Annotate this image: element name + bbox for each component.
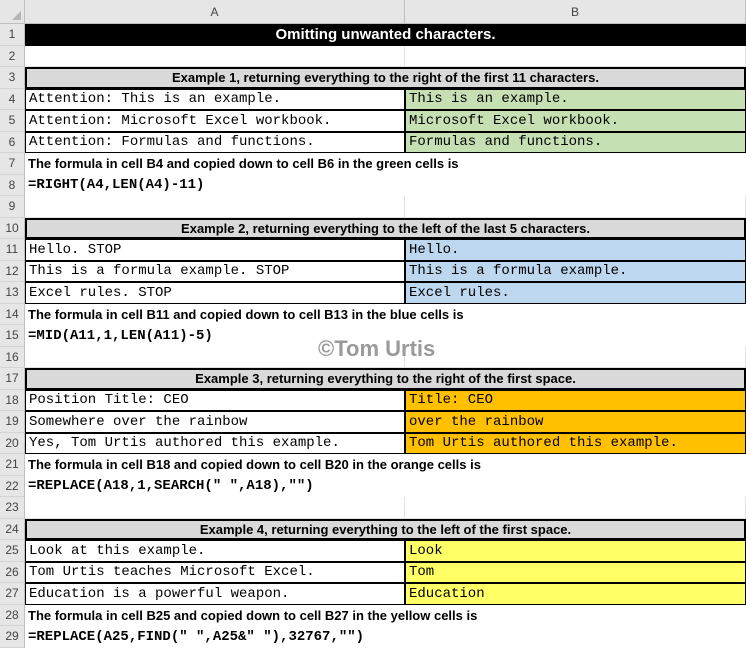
source-cell[interactable]: Attention: Formulas and functions. — [25, 132, 405, 154]
example-header[interactable]: Example 4, returning everything to the left of the first space. — [25, 519, 746, 541]
source-cell[interactable]: Attention: This is an example. — [25, 89, 405, 111]
row-header[interactable]: 11 — [0, 239, 25, 261]
row-header[interactable]: 24 — [0, 519, 25, 541]
source-cell[interactable]: This is a formula example. STOP — [25, 261, 405, 283]
row-header[interactable]: 15 — [0, 325, 25, 347]
row-10 — [0, 218, 746, 240]
row-14 — [0, 304, 746, 326]
row-28 — [0, 605, 746, 627]
row-2 — [0, 46, 746, 68]
formula-text[interactable]: =MID(A11,1,LEN(A11)-5) — [28, 327, 213, 344]
row-27 — [0, 583, 746, 605]
row-header[interactable]: 8 — [0, 175, 25, 197]
result-cell[interactable]: Hello. — [405, 239, 746, 261]
formula-note[interactable]: The formula in cell B25 and copied down to cell B27 in the yellow cells is — [28, 607, 478, 623]
source-cell[interactable]: Somewhere over the rainbow — [25, 411, 405, 433]
result-cell[interactable]: Title: CEO — [405, 390, 746, 412]
result-cell[interactable]: Tom — [405, 562, 746, 584]
row-header[interactable]: 16 — [0, 347, 25, 369]
row-header[interactable]: 6 — [0, 132, 25, 154]
row-header[interactable]: 9 — [0, 196, 25, 218]
example-header[interactable]: Example 2, returning everything to the left of the last 5 characters. — [25, 218, 746, 240]
row-header[interactable]: 28 — [0, 605, 25, 627]
cell[interactable] — [405, 497, 746, 519]
row-header[interactable]: 12 — [0, 261, 25, 283]
row-header[interactable]: 5 — [0, 110, 25, 132]
row-header[interactable]: 7 — [0, 153, 25, 175]
source-cell[interactable]: Excel rules. STOP — [25, 282, 405, 304]
row-25 — [0, 540, 746, 562]
row-5 — [0, 110, 746, 132]
row-11 — [0, 239, 746, 261]
formula-note[interactable]: The formula in cell B4 and copied down to cell B6 in the green cells is — [28, 156, 459, 172]
result-cell[interactable]: Formulas and functions. — [405, 132, 746, 154]
row-header[interactable]: 25 — [0, 540, 25, 562]
formula-text[interactable]: =REPLACE(A25,FIND(" ",A25&" "),32767,"") — [28, 628, 365, 645]
row-8 — [0, 175, 746, 197]
column-header-a[interactable]: A — [25, 0, 405, 24]
row-header[interactable]: 21 — [0, 454, 25, 476]
row-header[interactable]: 13 — [0, 282, 25, 304]
source-cell[interactable]: Attention: Microsoft Excel workbook. — [25, 110, 405, 132]
example-header[interactable]: Example 3, returning everything to the right of the first space. — [25, 368, 746, 390]
row-3 — [0, 67, 746, 89]
row-header[interactable]: 27 — [0, 583, 25, 605]
row-22 — [0, 476, 746, 498]
result-cell[interactable]: This is an example. — [405, 89, 746, 111]
cell[interactable] — [25, 46, 405, 68]
row-6 — [0, 132, 746, 154]
row-header[interactable]: 10 — [0, 218, 25, 240]
watermark-text: ©Tom Urtis — [318, 336, 436, 361]
row-7 — [0, 153, 746, 175]
title-cell[interactable]: Omitting unwanted characters. — [25, 24, 746, 46]
row-4 — [0, 89, 746, 111]
row-header[interactable]: 18 — [0, 390, 25, 412]
cell[interactable] — [405, 347, 746, 369]
row-20 — [0, 433, 746, 455]
formula-text[interactable]: =RIGHT(A4,LEN(A4)-11) — [28, 177, 205, 194]
result-cell[interactable]: Excel rules. — [405, 282, 746, 304]
row-header[interactable]: 29 — [0, 626, 25, 648]
row-23 — [0, 497, 746, 519]
row-24 — [0, 519, 746, 541]
formula-note[interactable]: The formula in cell B11 and copied down to cell B13 in the blue cells is — [28, 306, 464, 322]
column-header-row — [0, 0, 746, 24]
result-cell[interactable]: Microsoft Excel workbook. — [405, 110, 746, 132]
source-cell[interactable]: Position Title: CEO — [25, 390, 405, 412]
cell[interactable] — [25, 497, 405, 519]
row-21 — [0, 454, 746, 476]
cell[interactable] — [405, 46, 746, 68]
row-1 — [0, 24, 746, 46]
row-26 — [0, 562, 746, 584]
row-header[interactable]: 14 — [0, 304, 25, 326]
row-18 — [0, 390, 746, 412]
row-17 — [0, 368, 746, 390]
formula-note[interactable]: The formula in cell B18 and copied down to cell B20 in the orange cells is — [28, 457, 481, 473]
row-header[interactable]: 17 — [0, 368, 25, 390]
source-cell[interactable]: Tom Urtis teaches Microsoft Excel. — [25, 562, 405, 584]
result-cell[interactable]: Look — [405, 540, 746, 562]
example-header[interactable]: Example 1, returning everything to the right of the first 11 characters. — [25, 67, 746, 89]
row-header[interactable]: 3 — [0, 67, 25, 89]
source-cell[interactable]: Yes, Tom Urtis authored this example. — [25, 433, 405, 455]
row-header[interactable]: 22 — [0, 476, 25, 498]
formula-text[interactable]: =REPLACE(A18,1,SEARCH(" ",A18),"") — [28, 478, 314, 495]
result-cell[interactable]: Education — [405, 583, 746, 605]
row-header[interactable]: 20 — [0, 433, 25, 455]
row-12 — [0, 261, 746, 283]
result-cell[interactable]: This is a formula example. — [405, 261, 746, 283]
cell[interactable] — [25, 196, 405, 218]
row-header[interactable]: 1 — [0, 24, 25, 46]
result-cell[interactable]: Tom Urtis authored this example. — [405, 433, 746, 455]
row-header[interactable]: 23 — [0, 497, 25, 519]
row-header[interactable]: 4 — [0, 89, 25, 111]
row-header[interactable]: 26 — [0, 562, 25, 584]
cell[interactable] — [405, 196, 746, 218]
source-cell[interactable]: Hello. STOP — [25, 239, 405, 261]
source-cell[interactable]: Look at this example. — [25, 540, 405, 562]
result-cell[interactable]: over the rainbow — [405, 411, 746, 433]
column-header-b[interactable]: B — [405, 0, 746, 24]
row-13 — [0, 282, 746, 304]
row-29 — [0, 626, 746, 648]
row-header[interactable]: 19 — [0, 411, 25, 433]
row-19 — [0, 411, 746, 433]
row-header[interactable]: 2 — [0, 46, 25, 68]
source-cell[interactable]: Education is a powerful weapon. — [25, 583, 405, 605]
select-all-corner[interactable] — [0, 0, 25, 24]
row-9 — [0, 196, 746, 218]
